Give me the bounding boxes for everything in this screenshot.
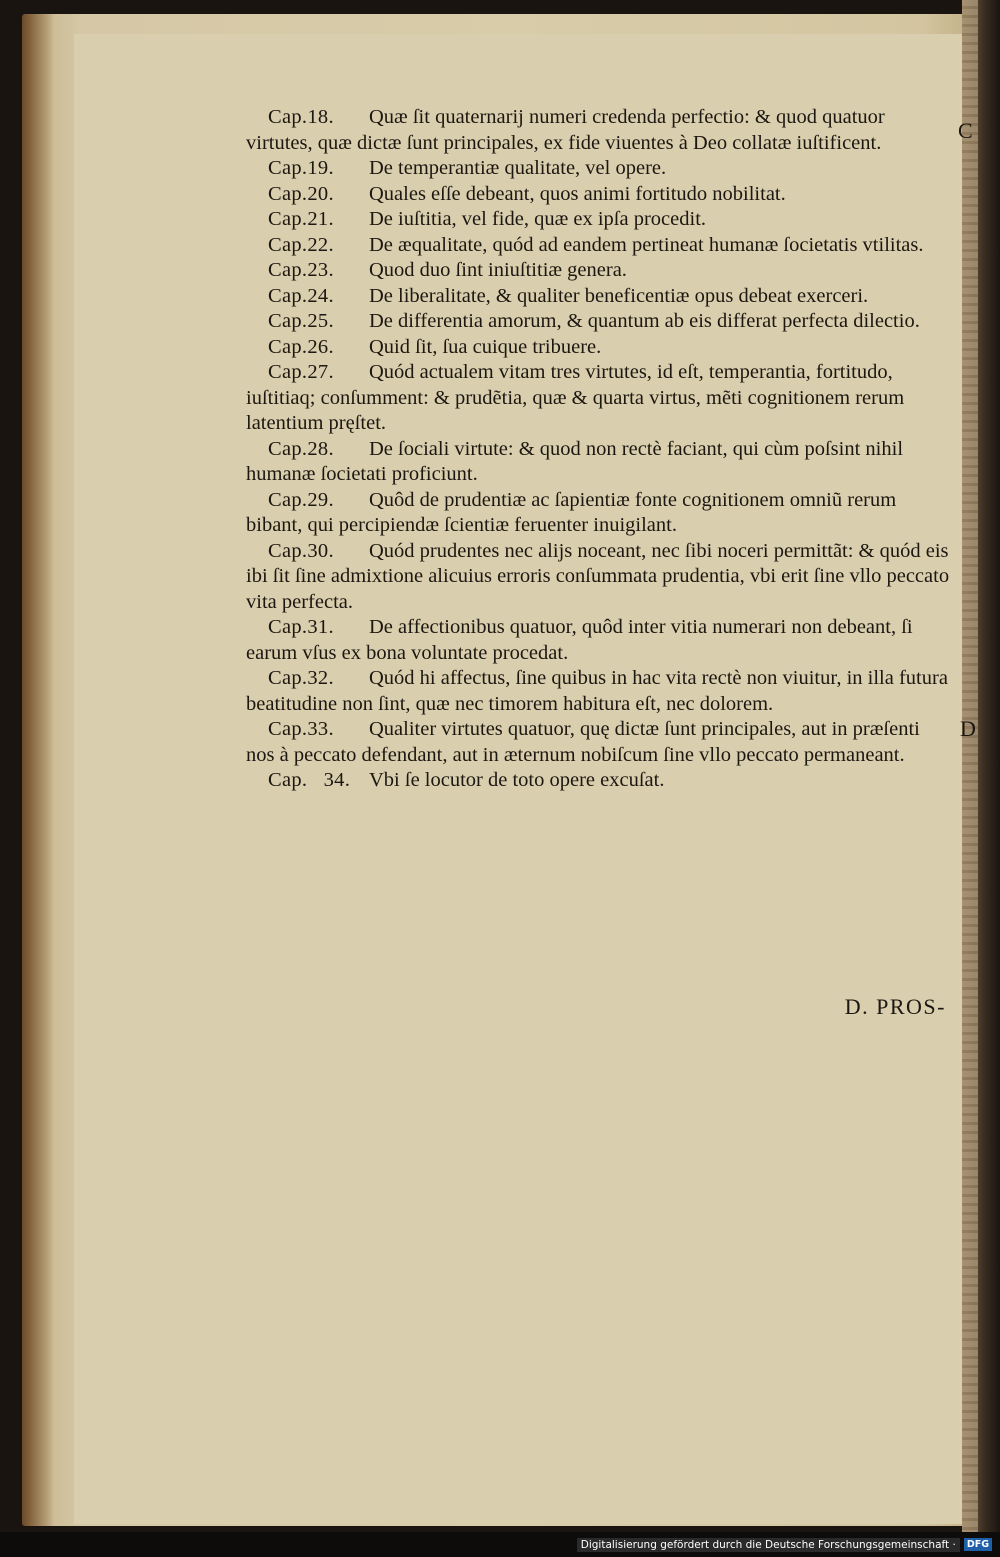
chapter-entry [246,284,952,310]
chapter-title: De liberalitate, & qualiter beneficentiæ opus debeat exerceri. [369,284,869,307]
chapter-entry [246,156,952,182]
chapter-title: De differentia amorum, & quantum ab eis differat perfecta dilectio. [369,310,920,332]
chapter-number: Cap.27. [268,361,334,383]
chapter-number: Cap.30. [268,539,334,562]
dfg-logo-icon: DFG [964,1538,992,1551]
chapter-title: Quæ ſit quaternarij numeri credenda perfectio: & quod quatuor virtutes, quæ dictæ ſunt principales, ex fide viuentes à Deo collatæ iuſtificent. [246,106,885,154]
chapter-number: Cap.29. [268,488,334,511]
catchword: D. PROS- [844,994,946,1019]
chapter-number: Cap.33. [268,718,334,740]
chapter-title: Quód hi affectus, ſine quibus in hac vita rectè non viuitur, in illa futura beatitudine non ſint, quæ nec timorem habitura eſt, nec dolorem. [246,667,948,715]
chapter-number: Cap.20. [268,182,334,205]
chapter-title: De æqualitate, quód ad eandem pertineat humanæ ſocietatis vtilitas. [369,233,924,256]
chapter-title: Quid ſit, ſua cuique tribuere. [369,335,602,358]
chapter-title: Vbi ſe locutor de toto opere excuſat. [369,769,665,791]
chapter-number: Cap. 34. [268,769,351,791]
chapter-number: Cap.21. [268,208,334,230]
chapter-number: Cap.19. [268,157,334,179]
chapter-number: Cap.24. [268,284,334,307]
page-edge-stack [962,0,978,1557]
chapter-entry [246,717,952,768]
chapter-number: Cap.31. [268,616,334,638]
dfg-credit-text: Digitalisierung gefördert durch die Deutsche Forschungsgemeinschaft · [577,1538,960,1552]
chapter-number: Cap.26. [268,335,334,358]
chapter-entry [246,233,952,259]
chapter-entry [246,666,952,717]
chapter-entry [246,182,952,208]
chapter-title: De iuſtitia, vel fide, quæ ex ipſa procedit. [369,208,707,230]
chapter-entry [246,309,952,335]
chapter-entry [246,258,952,284]
chapter-entry [246,488,952,539]
chapter-number: Cap.23. [268,259,334,281]
chapter-entry [246,207,952,233]
chapter-title: De temperantiæ qualitate, vel opere. [369,157,667,179]
margin-letter-d: D [960,716,976,741]
chapter-entry [246,105,952,156]
chapter-entry [246,360,952,437]
chapter-list [246,105,952,794]
chapter-entry [246,437,952,488]
dfg-credit [577,1537,992,1552]
chapter-title: Quales eſſe debeant, quos animi fortitudo nobilitat. [369,182,786,205]
margin-letter-c: C [958,118,973,143]
chapter-entry [246,615,952,666]
chapter-number: Cap.22. [268,233,334,256]
chapter-number: Cap.25. [268,310,334,332]
chapter-entry [246,539,952,616]
chapter-title: Qualiter virtutes quatuor, quę dictæ ſunt principales, aut in præſenti nos à peccato defendant, aut in æternum nobiſcum ſine vllo peccato permaneant. [246,718,920,766]
chapter-number: Cap.18. [268,106,334,128]
chapter-number: Cap.28. [268,437,334,460]
chapter-title: Quód actualem vitam tres virtutes, id eſt, temperantia, fortitudo, iuſtitiaq; conſumment: & prudẽtia, quæ & quarta virtus, mẽti cognitionem rerum latentium pręſtet. [246,361,905,434]
chapter-entry [246,335,952,361]
chapter-title: Quód prudentes nec alijs noceant, nec ſibi noceri permittãt: & quód eis ibi ſit ſine admixtione alicuius erroris conſummata prudentia, vbi erit ſine vllo peccato vita perfecta. [246,539,950,613]
chapter-title: De ſociali virtute: & quod non rectè faciant, qui cùm poſsint nihil humanæ ſocietati proficiunt. [246,437,904,485]
chapter-number: Cap.32. [268,667,334,689]
chapter-title: De affectionibus quatuor, quôd inter vitia numerari non debeant, ſi earum vſus ex bona voluntate procedat. [246,616,913,664]
chapter-title: Quôd de prudentiæ ac ſapientiæ fonte cognitionem omniũ rerum bibant, qui percipiendæ ſcientiæ feruenter inuigilant. [246,488,897,536]
chapter-entry [246,768,952,794]
chapter-title: Quod duo ſint iniuſtitiæ genera. [369,259,627,281]
